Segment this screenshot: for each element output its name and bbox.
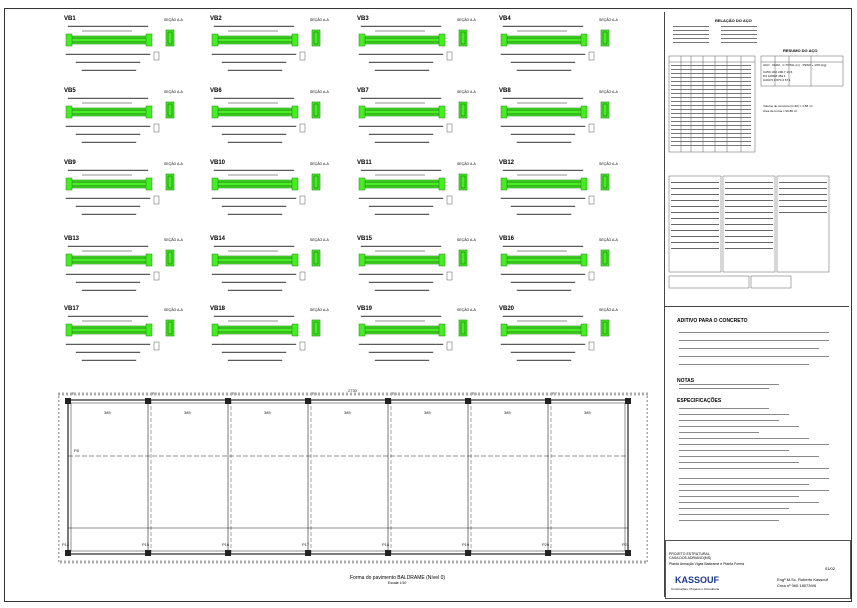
beam-label: VB6 xyxy=(210,88,222,94)
project-line-2: CASA DOS ADRIANO(MS) xyxy=(669,556,712,560)
beam-drawing xyxy=(497,160,637,222)
pillar-label: P5 xyxy=(392,391,397,396)
notas-title: NOTAS xyxy=(677,378,695,384)
pillar-label: P7 xyxy=(552,391,557,396)
beam-drawing xyxy=(208,160,348,222)
beam-detail xyxy=(355,160,495,220)
dimension-label: 385 xyxy=(504,410,511,415)
section-label: SEÇÃO A-A xyxy=(310,308,329,312)
beam-label: VB8 xyxy=(499,88,511,94)
form-area: Área de forma = 99.80 m² xyxy=(763,109,798,113)
beam-label: VB9 xyxy=(64,160,76,166)
beam-label: VB7 xyxy=(357,88,369,94)
beam-label: VB14 xyxy=(210,236,226,242)
beam-drawing xyxy=(355,306,495,368)
plan-inner-outline xyxy=(71,403,625,551)
foundation-plan xyxy=(58,386,648,564)
pillar xyxy=(385,550,391,556)
beam-label: VB1 xyxy=(64,16,76,22)
steel-tables xyxy=(665,12,849,162)
beam-drawing xyxy=(62,88,202,150)
beam-drawing xyxy=(355,88,495,150)
engineer-name: Engº M.Sc. Roberto Kassouf xyxy=(777,577,828,582)
concrete-volume: Volume de concreto (C-30) = 4.68 m³ xyxy=(763,104,813,108)
resumo-header: AÇO · DIAM · C.TOTAL (m) · PESO + 10% (kg) xyxy=(763,63,827,67)
section-label: SEÇÃO A-A xyxy=(310,18,329,22)
pillar xyxy=(225,398,231,404)
beam-drawing xyxy=(355,16,495,78)
pillar xyxy=(385,398,391,404)
especificacoes-title: ESPECIFICAÇÕES xyxy=(677,398,722,404)
beam-drawing xyxy=(208,88,348,150)
pillar xyxy=(65,550,71,556)
beam-detail xyxy=(208,160,348,220)
pillar xyxy=(545,550,551,556)
pillar-label: P21 xyxy=(622,542,630,547)
beam-detail xyxy=(497,306,637,366)
section-label: SEÇÃO A-A xyxy=(599,18,618,22)
pillar-label: P14 xyxy=(62,542,70,547)
beam-label: VB16 xyxy=(499,236,515,242)
text-lines xyxy=(665,326,849,476)
beam-label: VB20 xyxy=(499,306,515,312)
beam-drawing xyxy=(497,88,637,150)
section-label: SEÇÃO A-A xyxy=(164,308,183,312)
beam-drawing xyxy=(62,16,202,78)
beam-detail xyxy=(497,88,637,148)
pillar xyxy=(305,398,311,404)
overall-dimension: 2730 xyxy=(348,388,357,393)
pillar xyxy=(225,550,231,556)
beam-label: VB17 xyxy=(64,306,80,312)
beam-label: VB10 xyxy=(210,160,226,166)
section-label: SEÇÃO A-A xyxy=(457,18,476,22)
beam-detail xyxy=(62,160,202,220)
beam-detail xyxy=(497,236,637,296)
section-label: SEÇÃO A-A xyxy=(310,162,329,166)
beam-label: VB13 xyxy=(64,236,80,242)
pillar-label: P18 xyxy=(382,542,390,547)
pillar xyxy=(625,398,631,404)
beam-label: VB3 xyxy=(357,16,369,22)
plan-scale: Escala 1:50 xyxy=(388,581,407,585)
pillar xyxy=(145,550,151,556)
beam-detail xyxy=(62,16,202,76)
beam-detail xyxy=(208,306,348,366)
section-label: SEÇÃO A-A xyxy=(599,238,618,242)
beam-label: VB11 xyxy=(357,160,372,166)
pillar xyxy=(625,550,631,556)
beam-drawing xyxy=(208,236,348,298)
plan-outline xyxy=(68,400,628,554)
pillar-label: P17 xyxy=(302,542,310,547)
section-label: SEÇÃO A-A xyxy=(310,90,329,94)
beam-label: VB15 xyxy=(357,236,373,242)
dimension-label: 385 xyxy=(344,410,351,415)
plan-caption: Forma do pavimento BALDRAME (Nível 0) xyxy=(350,575,446,581)
section-label: SEÇÃO A-A xyxy=(599,162,618,166)
pillar-label: P2 xyxy=(152,391,157,396)
beam-label: VB12 xyxy=(499,160,515,166)
beam-detail xyxy=(355,16,495,76)
drawing-title: Planta Armação Vigas Baldrame e Planta Forma xyxy=(669,562,745,566)
beam-drawing xyxy=(62,160,202,222)
beam-detail xyxy=(62,236,202,296)
beam-drawing xyxy=(497,236,637,298)
relacao-title: RELAÇÃO DO AÇO xyxy=(715,18,752,23)
beam-drawing xyxy=(62,236,202,298)
pillar xyxy=(145,398,151,404)
beam-label: VB19 xyxy=(357,306,373,312)
resumo-title: RESUMO DO AÇO xyxy=(783,48,818,53)
section-label: SEÇÃO A-A xyxy=(164,238,183,242)
beam-detail xyxy=(62,306,202,366)
dimension-label: 385 xyxy=(424,410,431,415)
beam-drawing xyxy=(497,306,637,368)
beam-detail xyxy=(208,88,348,148)
plan-drawing xyxy=(58,386,648,564)
beam-drawing xyxy=(355,236,495,298)
pillar-label: P16 xyxy=(222,542,230,547)
company-logo: KASSOUF xyxy=(675,575,720,585)
dimension-label: 385 xyxy=(184,410,191,415)
pillar xyxy=(465,550,471,556)
beam-drawing xyxy=(208,16,348,78)
section-label: SEÇÃO A-A xyxy=(457,162,476,166)
beam-label: VB4 xyxy=(499,16,511,22)
plan-hatch xyxy=(58,394,648,562)
beam-label: VB2 xyxy=(210,16,222,22)
dimension-label: 385 xyxy=(584,410,591,415)
pillar xyxy=(545,398,551,404)
beam-drawing xyxy=(62,306,202,368)
pillar-label: P3 xyxy=(232,391,237,396)
beam-drawing xyxy=(208,306,348,368)
section-label: SEÇÃO A-A xyxy=(457,90,476,94)
sheet-number: 01/02 xyxy=(825,566,836,571)
pillar-label: P19 xyxy=(462,542,470,547)
project-line-1: PROJETO ESTRUTURAL xyxy=(669,552,710,556)
dimension-label: 385 xyxy=(264,410,271,415)
beam-detail xyxy=(208,16,348,76)
pillar-label: P4 xyxy=(312,391,317,396)
beam-detail xyxy=(208,236,348,296)
section-label: SEÇÃO A-A xyxy=(164,90,183,94)
beam-detail xyxy=(497,160,637,220)
section-label: SEÇÃO A-A xyxy=(457,308,476,312)
beam-detail xyxy=(355,306,495,366)
pillar-tables xyxy=(665,172,849,292)
section-label: SEÇÃO A-A xyxy=(599,308,618,312)
section-label: SEÇÃO A-A xyxy=(310,238,329,242)
resumo-rows: CA50 10.0 200.7 13.6 8.0 1006.8 453.1 CA60 5.0 870.4 67.1 xyxy=(763,70,793,82)
section-label: SEÇÃO A-A xyxy=(164,18,183,22)
section-label: SEÇÃO A-A xyxy=(457,238,476,242)
divider xyxy=(665,306,849,307)
pillar-label: P20 xyxy=(542,542,550,547)
pillar xyxy=(305,550,311,556)
beam-drawing xyxy=(497,16,637,78)
spec-lines xyxy=(665,474,849,544)
beam-label: VB18 xyxy=(210,306,226,312)
side-panel xyxy=(664,12,849,597)
pillar xyxy=(65,398,71,404)
pillar-label: P15 xyxy=(142,542,150,547)
beam-detail xyxy=(355,236,495,296)
company-sub: Construções, Projetos e Consultoria xyxy=(671,587,720,591)
pillar-label: P1 xyxy=(72,391,77,396)
aditivo-title: ADITIVO PARA O CONCRETO xyxy=(677,318,748,324)
engineer-crea: Crea nº 060.180739/6 xyxy=(777,583,817,588)
beam-label: VB5 xyxy=(64,88,76,94)
pillar xyxy=(465,398,471,404)
beam-detail xyxy=(497,16,637,76)
beam-detail xyxy=(62,88,202,148)
section-label: SEÇÃO A-A xyxy=(599,90,618,94)
beam-drawing xyxy=(355,160,495,222)
beam-detail xyxy=(355,88,495,148)
pillar-label: P8 xyxy=(74,448,79,453)
pillar-label: P6 xyxy=(472,391,477,396)
section-label: SEÇÃO A-A xyxy=(164,162,183,166)
dimension-label: 385 xyxy=(104,410,111,415)
